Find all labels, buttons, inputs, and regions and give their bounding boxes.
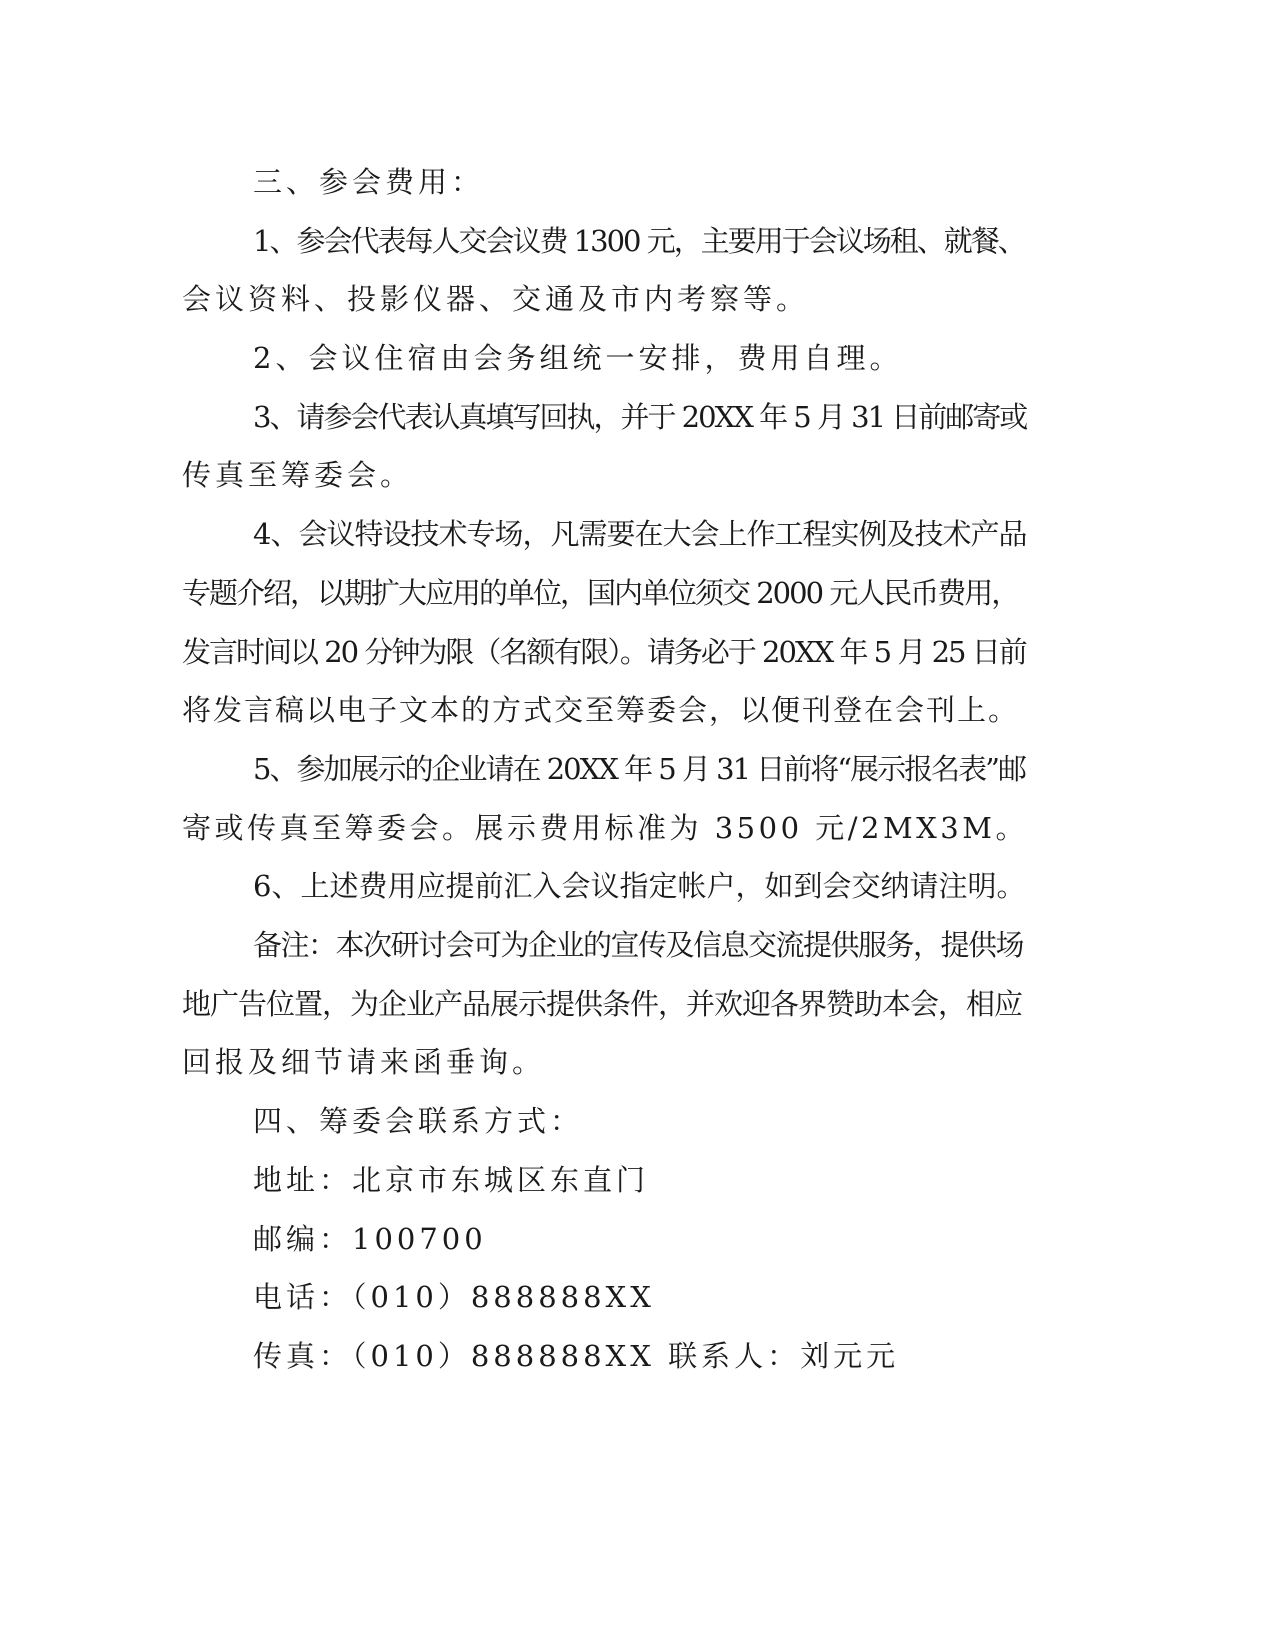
remark-line-2: 地广告位置，为企业产品展示提供条件，并欢迎各界赞助本会，相应: [182, 987, 1023, 1021]
paragraph-4-line-2: 专题介绍，以期扩大应用的单位，国内单位须交 2000 元人民币费用，: [182, 576, 1019, 610]
paragraph-5-line-2: 寄或传真至筹委会。展示费用标准为 3500 元/2MX3M。: [182, 811, 1028, 845]
paragraph-4-line-3: 发言时间以 20 分钟为限（名额有限）。请务必于 20XX 年 5 月 25 日前: [182, 635, 1026, 669]
contact-address: 地址：北京市东城区东直门: [253, 1163, 650, 1197]
section-heading-fees: 三、参会费用：: [253, 165, 485, 199]
paragraph-6: 6、上述费用应提前汇入会议指定帐户，如到会交纳请注明。: [253, 869, 1026, 903]
contact-fax-and-person: 传真：（010）888888XX 联系人：刘元元: [253, 1339, 900, 1373]
paragraph-1-line-1: 1、参会代表每人交会议费 1300 元，主要用于会议场租、就餐、: [253, 224, 1025, 258]
paragraph-4-line-1: 4、会议特设技术专场，凡需要在大会上作工程实例及技术产品: [253, 517, 1027, 551]
contact-phone: 电话：（010）888888XX: [253, 1280, 655, 1314]
contact-postcode: 邮编：100700: [253, 1222, 487, 1256]
remark-line-1: 备注：本次研讨会可为企业的宣传及信息交流提供服务，提供场: [253, 928, 1024, 962]
section-heading-contact: 四、筹委会联系方式：: [253, 1104, 584, 1138]
paragraph-3-line-2: 传真至筹委会。: [182, 458, 414, 492]
remark-line-3: 回报及细节请来函垂询。: [182, 1045, 546, 1079]
paragraph-1-line-2: 会议资料、投影仪器、交通及市内考察等。: [182, 282, 810, 316]
paragraph-3-line-1: 3、请参会代表认真填写回执，并于 20XX 年 5 月 31 日前邮寄或: [253, 400, 1027, 434]
paragraph-5-line-1: 5、参加展示的企业请在 20XX 年 5 月 31 日前将“展示报名表”邮: [253, 752, 1025, 786]
paragraph-4-line-4: 将发言稿以电子文本的方式交至筹委会，以便刊登在会刊上。: [182, 693, 1020, 727]
paragraph-2: 2、会议住宿由会务组统一安排，费用自理。: [253, 341, 903, 375]
